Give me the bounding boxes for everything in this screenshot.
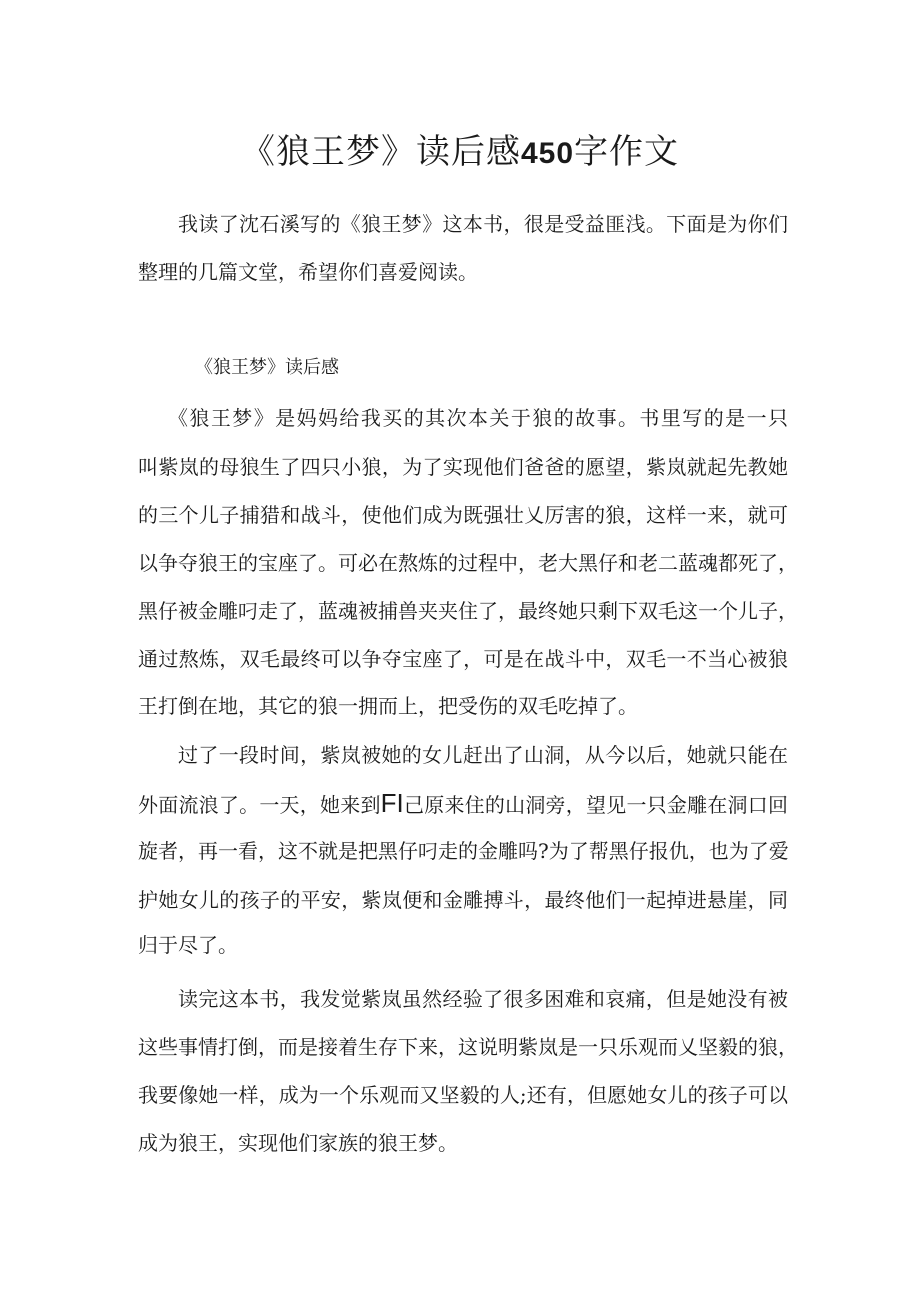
paragraph-line: 以争夺狼王的宝座了。可必在熬炼的过程中，老大黑仔和老二蓝魂都死了， (138, 551, 798, 575)
paragraph-line: 《狼王梦》是妈妈给我买的其次本关于狼的故事。书里写的是一只 (168, 406, 788, 430)
paragraph-line: 护她女儿的孩子的平安，紫岚便和金雕搏斗，最终他们一起掉进悬崖，同 (138, 888, 788, 912)
paragraph-line: 通过熬炼，双毛最终可以争夺宝座了，可是在战斗中，双毛一不当心被狼 (138, 647, 788, 671)
title-text-post: 字作文 (574, 132, 680, 172)
paragraph-line: 黑仔被金雕叼走了，蓝魂被捕兽夹夹住了，最终她只剩下双毛这一个儿子， (138, 599, 798, 623)
paragraph-line: 王打倒在地，其它的狼一拥而上，把受伤的双毛吃掉了。 (138, 694, 638, 718)
page-title (0, 128, 920, 178)
intro-line: 整理的几篇文堂，希望你们喜爱阅读。 (138, 260, 478, 284)
section-subheading: 《狼王梦》读后感 (195, 357, 339, 378)
paragraph-line: 这些事情打倒，而是接着生存下来，这说明紫岚是一只乐观而乂坚毅的狼， (138, 1035, 798, 1059)
paragraph-line: 我要像她一样，成为一个乐观而又坚毅的人;还有，但愿她女儿的孩子可以 (138, 1083, 788, 1107)
title-text-pre: 《狼王梦》读后感 (240, 132, 521, 172)
paragraph-line (138, 788, 788, 820)
text-fragment: 己原来住的山洞旁，望见一只金雕在洞口回 (403, 793, 789, 817)
garbled-glyph: FI (380, 788, 404, 818)
paragraph-line: 过了一段时间，紫岚被她的女儿赶出了山洞，从今以后，她就只能在 (178, 743, 788, 767)
title-number: 450 (520, 137, 575, 170)
paragraph-line: 归于尽了。 (138, 933, 238, 957)
paragraph-line: 成为狼王，实现他们家族的狼王梦。 (138, 1131, 458, 1155)
paragraph-line: 叫紫岚的母狼生了四只小狼，为了实现他们爸爸的愿望，紫岚就起先教她 (138, 455, 788, 479)
paragraph-line: 旋者，再一看，这不就是把黑仔叼走的金雕吗?为了帮黑仔报仇，也为了爱 (138, 839, 789, 863)
intro-line: 我读了沈石溪写的《狼王梦》这本书，很是受益匪浅。下面是为你们 (178, 212, 788, 236)
paragraph-line: 的三个儿子捕猎和战斗，使他们成为既强壮乂厉害的狼，这样一来，就可 (138, 503, 788, 527)
text-fragment: 外面流浪了。一天，她来到 (138, 793, 381, 817)
paragraph-line: 读完这本书，我发觉紫岚虽然经验了很多困难和哀痛，但是她没有被 (178, 987, 788, 1011)
